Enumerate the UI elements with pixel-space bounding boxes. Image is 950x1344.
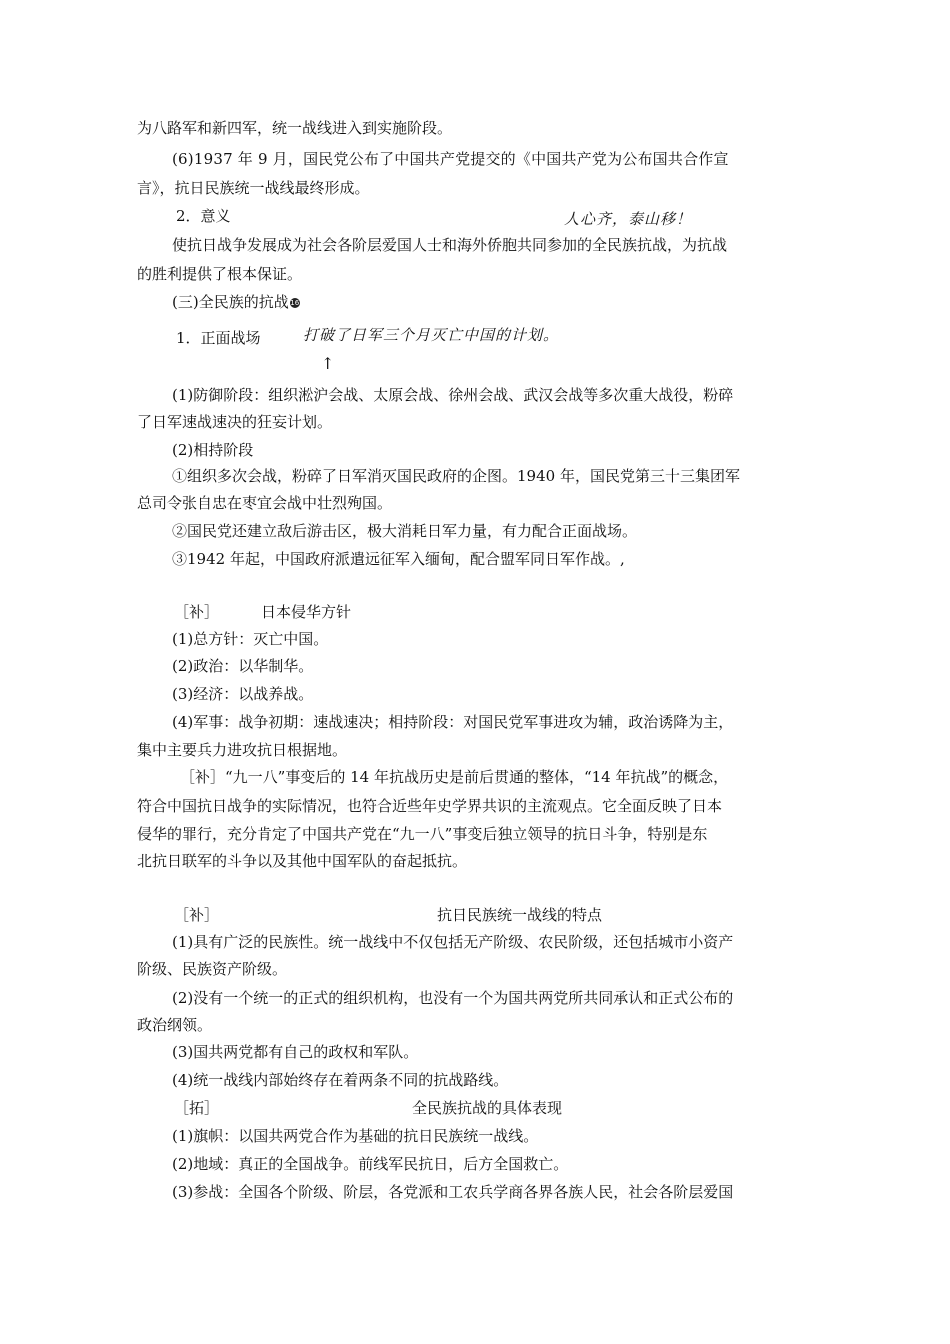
line-15: ③1942 年起，中国政府派遣远征军入缅甸，配合盟军同日军作战。, [172, 550, 625, 568]
line-12: ①组织多次会战，粉碎了日军消灭国民政府的企图。1940 年，国民党第三十三集团军 [172, 467, 740, 485]
line-9: (1)防御阶段：组织淞沪会战、太原会战、徐州会战、武汉会战等多次重大战役，粉碎 [172, 386, 734, 404]
badge-icon: 16 [290, 299, 300, 307]
line-24: 符合中国抗日战争的实际情况，也符合近些年史学界共识的主流观点。它全面反映了日本 [137, 797, 723, 815]
line-23: ［补］“九一八”事变后的 14 年抗战历史是前后贯通的整体，“14 年抗战”的概念， [180, 768, 729, 786]
line-10: 了日军速战速决的狂妄计划。 [137, 413, 333, 431]
line-26: 北抗日联军的斗争以及其他中国军队的奋起抵抗。 [137, 852, 468, 870]
heading-significance: 2．意义 [176, 207, 231, 225]
line-2: (6)1937 年 9 月，国民党公布了中国共产党提交的《中国共产党为公布国共合作宣 [172, 150, 729, 168]
extension-tag: ［拓］ [174, 1099, 220, 1117]
line-37: (1)旗帜：以国共两党合作为基础的抗日民族统一战线。 [172, 1127, 539, 1145]
supplement-tag-1: ［补］ [174, 603, 220, 621]
line-25: 侵华的罪行，充分肯定了中国共产党在“九一八”事变后独立领导的抗日斗争，特别是东 [137, 825, 708, 843]
line-6: 的胜利提供了根本保证。 [137, 265, 303, 283]
heading-national-resistance [172, 292, 300, 312]
handwritten-note-1: 人心齐，泰山移！ [564, 210, 693, 228]
line-3: 言》，抗日民族统一战线最终形成。 [137, 179, 370, 197]
line-11: (2)相持阶段 [172, 441, 254, 459]
line-31: (2)没有一个统一的正式的组织机构，也没有一个为国共两党所共同承认和正式公布的 [172, 989, 734, 1007]
line-21: (4)军事：战争初期：速战速决；相持阶段：对国民党军事进攻为辅，政治诱降为主， [172, 713, 734, 731]
line-18: (1)总方针：灭亡中国。 [172, 630, 329, 648]
line-19: (2)政治：以华制华。 [172, 657, 314, 675]
line-14: ②国民党还建立敌后游击区，极大消耗日军力量，有力配合正面战场。 [172, 522, 638, 540]
line-20: (3)经济：以战养战。 [172, 685, 314, 703]
line-22: 集中主要兵力进攻抗日根据地。 [137, 741, 348, 759]
handwritten-note-2: 打破了日军三个月灭亡中国的计划。 [303, 326, 560, 344]
line-34: (4)统一战线内部始终存在着两条不同的抗战路线。 [172, 1071, 509, 1089]
supplement-title-2: 抗日民族统一战线的特点 [437, 906, 603, 924]
line-33: (3)国共两党都有自己的政权和军队。 [172, 1043, 419, 1061]
line-39: (3)参战：全国各个阶级、阶层，各党派和工农兵学商各界各族人民，社会各阶层爱国 [172, 1183, 734, 1201]
line-5: 使抗日战争发展成为社会各阶层爱国人士和海外侨胞共同参加的全民族抗战，为抗战 [172, 236, 728, 254]
line-30: 阶级、民族资产阶级。 [137, 960, 288, 978]
supplement-tag-2: ［补］ [174, 906, 220, 924]
supplement-title-1: 日本侵华方针 [261, 603, 352, 621]
line-1: 为八路军和新四军，统一战线进入到实施阶段。 [137, 119, 453, 137]
line-13: 总司令张自忠在枣宜会战中壮烈殉国。 [137, 494, 393, 512]
heading-front-battlefield: 1．正面战场 [176, 329, 261, 347]
line-32: 政治纲领。 [137, 1016, 213, 1034]
heading-text: (三)全民族的抗战 [172, 293, 289, 311]
extension-title: 全民族抗战的具体表现 [412, 1099, 563, 1117]
line-38: (2)地域：真正的全国战争。前线军民抗日，后方全国救亡。 [172, 1155, 569, 1173]
line-29: (1)具有广泛的民族性。统一战线中不仅包括无产阶级、农民阶级，还包括城市小资产 [172, 933, 734, 951]
arrow-up-icon: ↑ [321, 354, 335, 373]
